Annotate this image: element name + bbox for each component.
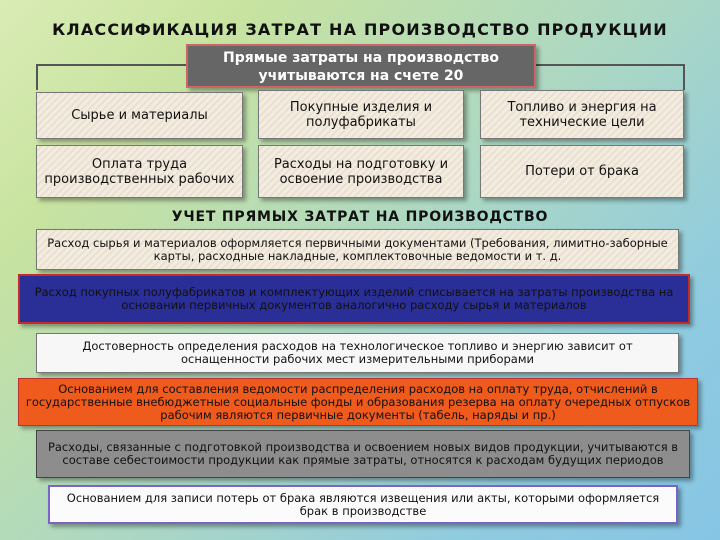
rule-purchased-items: Расход покупных полуфабрикатов и комплектующих изделий списывается на затраты производства на основании первичных документов аналогично расходу сырья и материалов (18, 274, 690, 324)
category-raw-materials: Сырье и материалы (36, 92, 243, 139)
direct-costs-line1: Прямые затраты на производство (223, 50, 499, 66)
category-labor: Оплата труда производственных рабочих (36, 145, 243, 198)
rule-labor: Основанием для составления ведомости распределения расходов на оплату труда, отчислений в государственные внебюджетные социальные фонды и образования резерва на оплату очередных отпусков рабочим являются первичные документы (табель, наряды и пр.) (18, 378, 698, 426)
connector-right-horizontal (536, 64, 685, 66)
category-defect-losses: Потери от брака (480, 145, 684, 198)
connector-right-vertical (683, 64, 685, 90)
section-title: УЧЕТ ПРЯМЫХ ЗАТРАТ НА ПРОИЗВОДСТВО (171, 209, 549, 225)
rule-defect-losses: Основанием для записи потерь от брака являются извещения или акты, которыми оформляется брак в производстве (48, 485, 678, 524)
category-purchased-items: Покупные изделия и полуфабрикаты (258, 90, 464, 139)
category-fuel-energy: Топливо и энергия на технические цели (480, 90, 684, 139)
connector-left-vertical (36, 64, 38, 90)
connector-left-horizontal (36, 64, 186, 66)
rule-raw-materials: Расход сырья и материалов оформляется первичными документами (Требования, лимитно-заборные карты, расходные накладные, комплектовочные ведомости и т. д. (36, 229, 679, 270)
page-title: КЛАССИФИКАЦИЯ ЗАТРАТ НА ПРОИЗВОДСТВО ПРОДУКЦИИ (52, 20, 668, 39)
category-preparation: Расходы на подготовку и освоение производства (258, 145, 464, 198)
direct-costs-line2: учитываются на счете 20 (258, 68, 464, 84)
direct-costs-box (186, 44, 536, 88)
rule-fuel-energy: Достоверность определения расходов на технологическое топливо и энергию зависит от оснащенности рабочих мест измерительными приборами (36, 333, 679, 373)
rule-preparation: Расходы, связанные с подготовкой производства и освоением новых видов продукции, учитываются в составе себестоимости продукции как прямые затраты, относятся к расходам будущих периодов (36, 430, 690, 478)
